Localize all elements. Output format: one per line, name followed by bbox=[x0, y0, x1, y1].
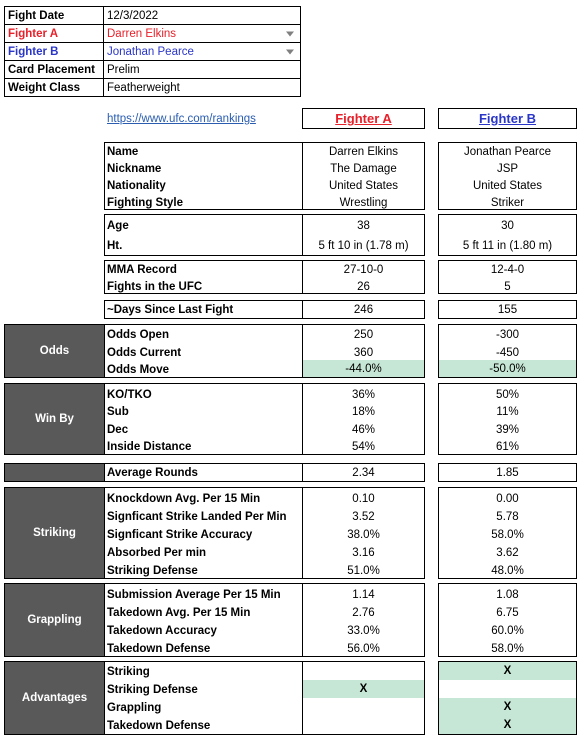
fighter-a-submission-avg: 1.14 bbox=[352, 588, 375, 601]
striking-defense-label: Striking Defense bbox=[107, 564, 198, 577]
advantages-b bbox=[438, 661, 577, 735]
fighter-b-odds-current: -450 bbox=[495, 346, 520, 359]
grappling-a bbox=[302, 583, 425, 657]
win-by-a bbox=[302, 383, 425, 455]
fighter-b-height: 5 ft 11 in (1.80 m) bbox=[462, 240, 553, 252]
physical-labels bbox=[104, 214, 303, 256]
fighter-a-adv-takedown-defense bbox=[303, 717, 424, 734]
adv-striking-label: Striking bbox=[107, 665, 150, 678]
fighter-b-days: 155 bbox=[497, 303, 518, 316]
physical-a bbox=[302, 214, 425, 256]
profile-labels bbox=[104, 142, 303, 210]
name-label: Name bbox=[107, 145, 139, 158]
grappling-category: Grappling bbox=[4, 583, 105, 657]
fighter-a-header[interactable]: Fighter A bbox=[302, 108, 425, 129]
fighter-b-adv-striking-defense bbox=[439, 680, 576, 698]
odds-a bbox=[302, 324, 425, 378]
fighter-b-style: Striker bbox=[490, 196, 525, 209]
adv-takedown-defense-label: Takedown Defense bbox=[107, 719, 211, 732]
fighter-a-name: Darren Elkins bbox=[328, 145, 399, 158]
fighter-b-takedown-accuracy: 60.0% bbox=[491, 624, 524, 637]
rankings-link[interactable]: https://www.ufc.com/rankings bbox=[107, 113, 256, 125]
fighter-a-record: 27-10-0 bbox=[343, 263, 384, 276]
avg-rounds-category bbox=[4, 463, 105, 482]
fighter-b-select[interactable] bbox=[103, 42, 301, 61]
knockdown-avg-label: Knockdown Avg. Per 15 Min bbox=[107, 492, 261, 505]
fighter-a-inside-distance: 54% bbox=[351, 440, 376, 453]
fighter-a-nickname: The Damage bbox=[330, 162, 397, 175]
card-placement-label: Card Placement bbox=[4, 60, 104, 79]
fighter-a-odds-current: 360 bbox=[353, 346, 374, 359]
sub-label: Sub bbox=[107, 405, 129, 418]
takedown-accuracy-label: Takedown Accuracy bbox=[107, 624, 217, 637]
fighter-a-select[interactable] bbox=[103, 24, 301, 43]
fighter-b-inside-distance: 61% bbox=[495, 440, 520, 453]
fighter-a-avg-rounds: 2.34 bbox=[352, 466, 375, 479]
dec-label: Dec bbox=[107, 423, 129, 436]
fighter-a-ufc-fights: 26 bbox=[357, 280, 370, 293]
fighter-b-knockdown-avg: 0.00 bbox=[496, 492, 519, 505]
advantages-a bbox=[302, 661, 425, 735]
fighter-b-label: Fighter B bbox=[4, 42, 104, 61]
nickname-label: Nickname bbox=[107, 162, 162, 175]
nationality-label: Nationality bbox=[107, 179, 166, 192]
days-b-cell bbox=[438, 300, 577, 319]
fighter-a-takedown-defense: 56.0% bbox=[347, 642, 380, 655]
fighter-a-adv-grappling bbox=[303, 699, 424, 716]
striking-labels bbox=[104, 487, 303, 579]
record-a bbox=[302, 260, 425, 294]
fighter-a-sig-strike-landed: 3.52 bbox=[352, 510, 375, 523]
fighter-a-style: Wrestling bbox=[339, 196, 388, 209]
height-label: Ht. bbox=[107, 240, 123, 252]
odds-category: Odds bbox=[4, 324, 105, 378]
fighter-a-sub: 18% bbox=[351, 405, 376, 418]
adv-grappling-label: Grappling bbox=[107, 701, 162, 714]
fighter-a-label: Fighter A bbox=[4, 24, 104, 43]
record-labels bbox=[104, 260, 303, 294]
physical-b bbox=[438, 214, 577, 256]
fighter-a-takedown-avg: 2.76 bbox=[352, 606, 375, 619]
fighter-b-nationality: United States bbox=[472, 179, 543, 192]
days-label-cell bbox=[104, 300, 303, 319]
adv-striking-defense-label: Striking Defense bbox=[107, 683, 198, 696]
fighter-a-ko-tko: 36% bbox=[351, 388, 376, 401]
striking-category: Striking bbox=[4, 487, 105, 579]
fighter-a-nationality: United States bbox=[328, 179, 399, 192]
win-by-b bbox=[438, 383, 577, 455]
fight-date-label: Fight Date bbox=[4, 6, 104, 25]
fighter-a-takedown-accuracy: 33.0% bbox=[347, 624, 380, 637]
fight-date-value[interactable]: 12/3/2022 bbox=[103, 6, 301, 25]
fighter-b-avg-rounds: 1.85 bbox=[496, 466, 519, 479]
fighter-b-adv-takedown-defense: X bbox=[439, 716, 576, 734]
striking-b bbox=[438, 487, 577, 579]
record-b bbox=[438, 260, 577, 294]
odds-current-label: Odds Current bbox=[107, 346, 182, 359]
grappling-labels bbox=[104, 583, 303, 657]
fighter-b-striking-defense: 48.0% bbox=[491, 564, 524, 577]
fighter-b-nickname: JSP bbox=[496, 162, 519, 175]
fighter-b-header[interactable]: Fighter B bbox=[438, 108, 577, 129]
profile-a bbox=[302, 142, 425, 210]
fighting-style-label: Fighting Style bbox=[107, 196, 184, 209]
win-by-category: Win By bbox=[4, 383, 105, 455]
fighter-a-height: 5 ft 10 in (1.78 m) bbox=[318, 240, 409, 252]
fighter-b-record: 12-4-0 bbox=[490, 263, 525, 276]
fighter-a-days: 246 bbox=[353, 303, 374, 316]
fighter-b-sig-strike-accuracy: 58.0% bbox=[491, 528, 524, 541]
fighter-b-ufc-fights: 5 bbox=[504, 280, 511, 293]
odds-labels bbox=[104, 324, 303, 378]
sig-strike-accuracy-label: Signficant Strike Accuracy bbox=[107, 528, 253, 541]
days-a-cell bbox=[302, 300, 425, 319]
ko-tko-label: KO/TKO bbox=[107, 388, 152, 401]
fighter-b-ko-tko: 50% bbox=[495, 388, 520, 401]
advantages-category: Advantages bbox=[4, 661, 105, 735]
mma-record-label: MMA Record bbox=[107, 263, 177, 276]
fighter-a-striking-defense: 51.0% bbox=[347, 564, 380, 577]
fighter-b-age: 30 bbox=[501, 220, 514, 232]
card-placement-value[interactable]: Prelim bbox=[103, 60, 301, 79]
age-label: Age bbox=[107, 220, 129, 232]
odds-move-label: Odds Move bbox=[107, 363, 169, 376]
fighter-b-value: Jonathan Pearce bbox=[107, 45, 194, 58]
fighter-b-takedown-defense: 58.0% bbox=[491, 642, 524, 655]
weight-class-value[interactable]: Featherweight bbox=[103, 78, 301, 97]
fighter-b-sub: 11% bbox=[496, 405, 519, 418]
fighter-a-knockdown-avg: 0.10 bbox=[352, 492, 375, 505]
sig-strike-landed-label: Signficant Strike Landed Per Min bbox=[107, 510, 287, 523]
fighter-b-odds-open: -300 bbox=[495, 328, 520, 341]
fighter-b-adv-grappling: X bbox=[439, 698, 576, 716]
win-by-labels bbox=[104, 383, 303, 455]
fighter-a-age: 38 bbox=[357, 220, 370, 232]
fighter-a-odds-open: 250 bbox=[353, 328, 374, 341]
fighter-a-sig-strike-accuracy: 38.0% bbox=[347, 528, 380, 541]
fighter-b-submission-avg: 1.08 bbox=[496, 588, 519, 601]
fighter-b-takedown-avg: 6.75 bbox=[496, 606, 519, 619]
fighter-b-odds-move: -50.0% bbox=[439, 360, 576, 377]
fighter-b-adv-striking: X bbox=[439, 662, 576, 680]
fighter-b-name: Jonathan Pearce bbox=[464, 145, 551, 158]
avg-rounds-label: Average Rounds bbox=[107, 466, 198, 479]
grappling-b bbox=[438, 583, 577, 657]
dropdown-arrow-icon[interactable] bbox=[286, 31, 294, 36]
profile-b bbox=[438, 142, 577, 210]
avg-rounds-a-cell bbox=[302, 463, 425, 482]
ufc-fights-label: Fights in the UFC bbox=[107, 280, 203, 293]
fighter-b-sig-strike-landed: 5.78 bbox=[496, 510, 519, 523]
dropdown-arrow-icon[interactable] bbox=[286, 49, 294, 54]
avg-rounds-b-cell bbox=[438, 463, 577, 482]
fighter-a-adv-striking-defense: X bbox=[303, 680, 424, 698]
fighter-a-adv-striking bbox=[303, 663, 424, 680]
absorbed-per-min-label: Absorbed Per min bbox=[107, 546, 207, 559]
avg-rounds-label-cell bbox=[104, 463, 303, 482]
odds-open-label: Odds Open bbox=[107, 328, 169, 341]
fighter-a-odds-move: -44.0% bbox=[303, 360, 424, 377]
weight-class-label: Weight Class bbox=[4, 78, 104, 97]
fighter-b-absorbed-per-min: 3.62 bbox=[496, 546, 519, 559]
fighter-b-dec: 39% bbox=[495, 423, 520, 436]
inside-distance-label: Inside Distance bbox=[107, 440, 192, 453]
fighter-a-value: Darren Elkins bbox=[107, 27, 177, 40]
odds-b bbox=[438, 324, 577, 378]
fighter-a-dec: 46% bbox=[351, 423, 376, 436]
advantages-labels bbox=[104, 661, 303, 735]
takedown-avg-label: Takedown Avg. Per 15 Min bbox=[107, 606, 251, 619]
submission-avg-label: Submission Average Per 15 Min bbox=[107, 588, 281, 601]
fighter-a-absorbed-per-min: 3.16 bbox=[352, 546, 375, 559]
striking-a bbox=[302, 487, 425, 579]
takedown-defense-label: Takedown Defense bbox=[107, 642, 211, 655]
days-since-label: ~Days Since Last Fight bbox=[107, 303, 234, 316]
